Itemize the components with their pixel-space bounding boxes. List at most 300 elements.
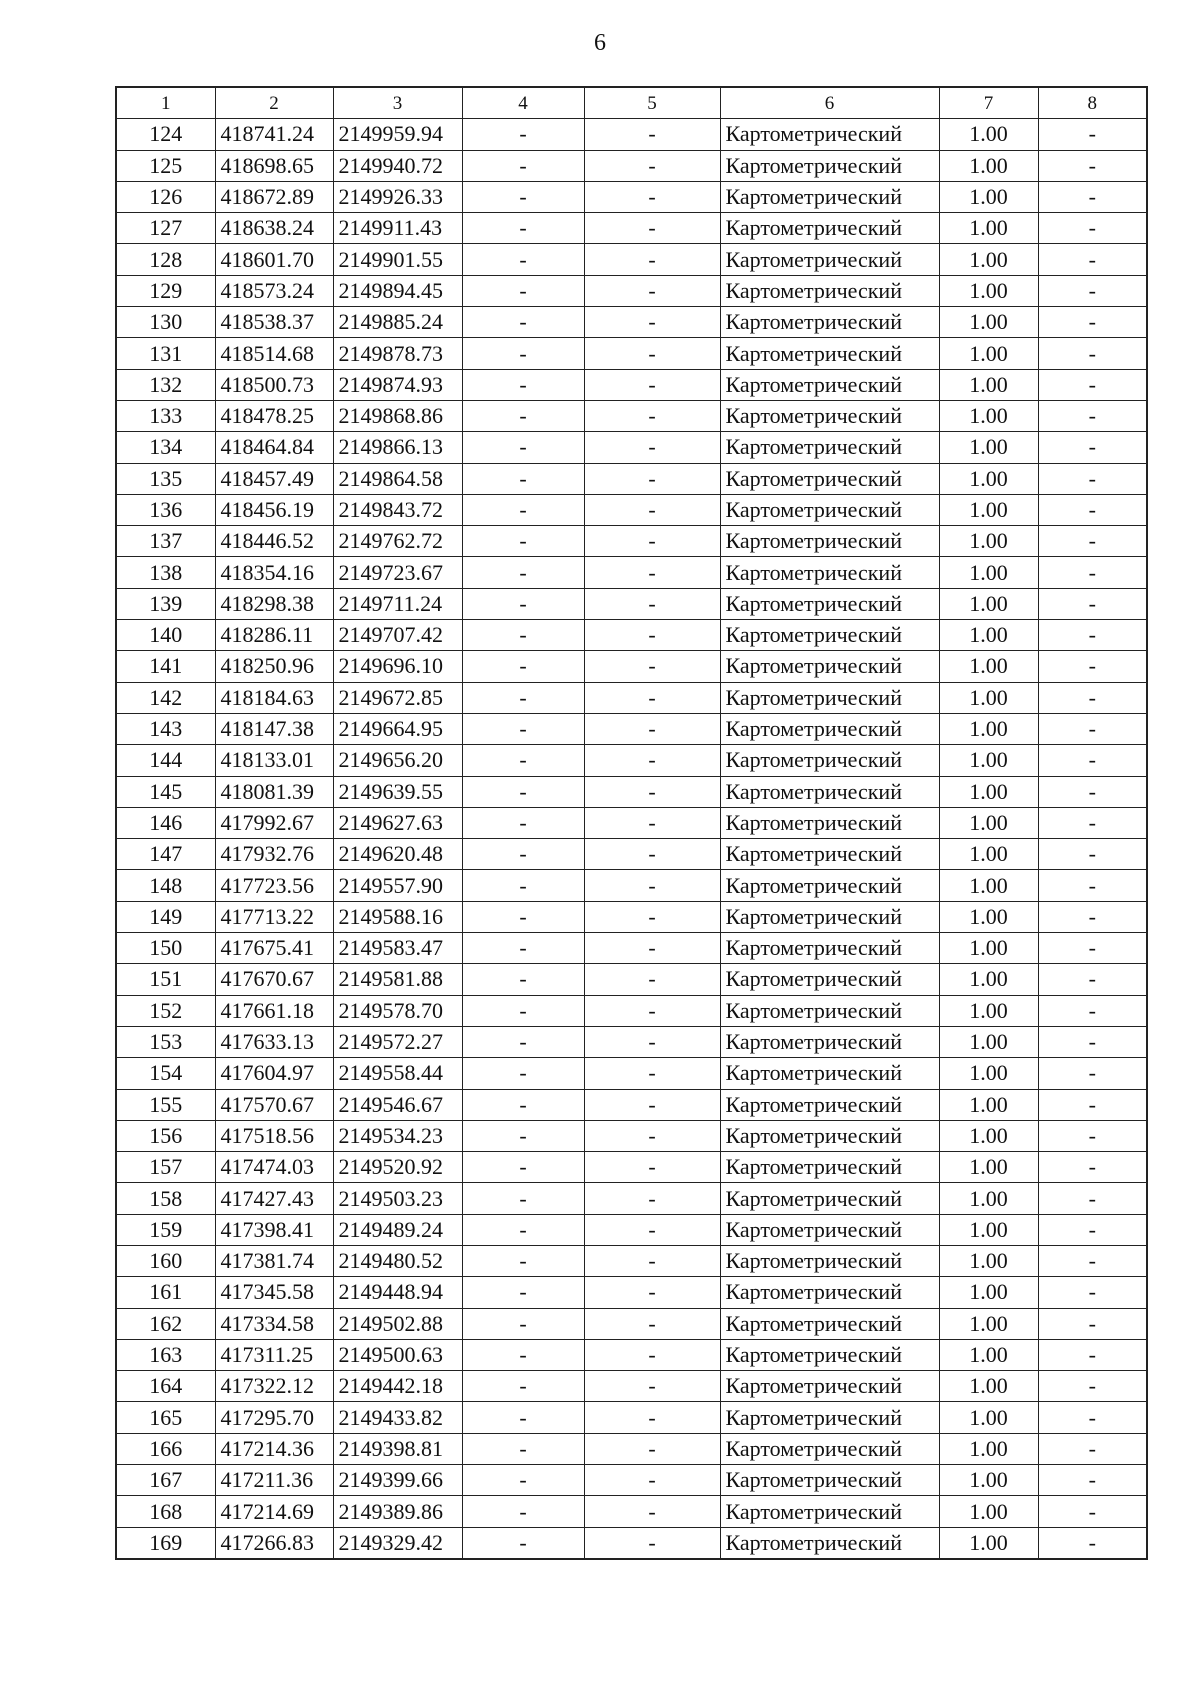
x-coordinate-cell: 418464.84 — [215, 432, 333, 463]
accuracy-cell: 1.00 — [939, 1277, 1038, 1308]
column-4-cell: - — [462, 1058, 584, 1089]
x-coordinate-cell: 417398.41 — [215, 1214, 333, 1245]
column-5-cell: - — [584, 557, 720, 588]
method-cell: Картометрический — [720, 1120, 939, 1151]
y-coordinate-cell: 2149502.88 — [333, 1308, 462, 1339]
method-cell: Картометрический — [720, 682, 939, 713]
method-cell: Картометрический — [720, 494, 939, 525]
x-coordinate-cell: 418081.39 — [215, 776, 333, 807]
y-coordinate-cell: 2149581.88 — [333, 964, 462, 995]
column-8-cell: - — [1038, 870, 1147, 901]
column-8-cell: - — [1038, 964, 1147, 995]
y-coordinate-cell: 2149664.95 — [333, 713, 462, 744]
table-row — [116, 745, 1147, 776]
table-row — [116, 526, 1147, 557]
column-5-cell: - — [584, 682, 720, 713]
point-number-cell: 153 — [116, 1026, 215, 1057]
column-5-cell: - — [584, 651, 720, 682]
point-number-cell: 127 — [116, 213, 215, 244]
accuracy-cell: 1.00 — [939, 181, 1038, 212]
column-4-cell: - — [462, 244, 584, 275]
table-row — [116, 432, 1147, 463]
x-coordinate-cell: 417670.67 — [215, 964, 333, 995]
column-4-cell: - — [462, 213, 584, 244]
column-8-cell: - — [1038, 839, 1147, 870]
point-number-cell: 150 — [116, 933, 215, 964]
column-header-4: 4 — [462, 87, 584, 119]
column-4-cell: - — [462, 557, 584, 588]
column-4-cell: - — [462, 1465, 584, 1496]
accuracy-cell: 1.00 — [939, 1026, 1038, 1057]
column-8-cell: - — [1038, 557, 1147, 588]
point-number-cell: 146 — [116, 807, 215, 838]
column-8-cell: - — [1038, 807, 1147, 838]
point-number-cell: 135 — [116, 463, 215, 494]
column-8-cell: - — [1038, 1496, 1147, 1527]
x-coordinate-cell: 418147.38 — [215, 713, 333, 744]
y-coordinate-cell: 2149557.90 — [333, 870, 462, 901]
method-cell: Картометрический — [720, 463, 939, 494]
method-cell: Картометрический — [720, 1527, 939, 1559]
accuracy-cell: 1.00 — [939, 1496, 1038, 1527]
column-8-cell: - — [1038, 776, 1147, 807]
column-4-cell: - — [462, 1496, 584, 1527]
x-coordinate-cell: 418298.38 — [215, 588, 333, 619]
y-coordinate-cell: 2149959.94 — [333, 119, 462, 150]
column-8-cell: - — [1038, 933, 1147, 964]
table-row — [116, 1058, 1147, 1089]
point-number-cell: 144 — [116, 745, 215, 776]
y-coordinate-cell: 2149329.42 — [333, 1527, 462, 1559]
y-coordinate-cell: 2149762.72 — [333, 526, 462, 557]
table-row — [116, 713, 1147, 744]
y-coordinate-cell: 2149707.42 — [333, 620, 462, 651]
y-coordinate-cell: 2149894.45 — [333, 275, 462, 306]
column-8-cell: - — [1038, 1245, 1147, 1276]
column-4-cell: - — [462, 964, 584, 995]
point-number-cell: 139 — [116, 588, 215, 619]
table-row — [116, 338, 1147, 369]
method-cell: Картометрический — [720, 1058, 939, 1089]
table-row — [116, 1214, 1147, 1245]
x-coordinate-cell: 418456.19 — [215, 494, 333, 525]
column-5-cell: - — [584, 1026, 720, 1057]
column-5-cell: - — [584, 150, 720, 181]
y-coordinate-cell: 2149878.73 — [333, 338, 462, 369]
column-header-5: 5 — [584, 87, 720, 119]
column-4-cell: - — [462, 338, 584, 369]
table-row — [116, 995, 1147, 1026]
accuracy-cell: 1.00 — [939, 338, 1038, 369]
column-5-cell: - — [584, 1089, 720, 1120]
method-cell: Картометрический — [720, 651, 939, 682]
method-cell: Картометрический — [720, 1465, 939, 1496]
column-5-cell: - — [584, 839, 720, 870]
point-number-cell: 125 — [116, 150, 215, 181]
method-cell: Картометрический — [720, 901, 939, 932]
accuracy-cell: 1.00 — [939, 1058, 1038, 1089]
x-coordinate-cell: 417266.83 — [215, 1527, 333, 1559]
method-cell: Картометрический — [720, 588, 939, 619]
column-8-cell: - — [1038, 494, 1147, 525]
column-5-cell: - — [584, 1277, 720, 1308]
y-coordinate-cell: 2149433.82 — [333, 1402, 462, 1433]
column-8-cell: - — [1038, 432, 1147, 463]
table-row — [116, 933, 1147, 964]
column-8-cell: - — [1038, 995, 1147, 1026]
column-5-cell: - — [584, 400, 720, 431]
x-coordinate-cell: 418573.24 — [215, 275, 333, 306]
accuracy-cell: 1.00 — [939, 557, 1038, 588]
column-4-cell: - — [462, 995, 584, 1026]
table-row — [116, 620, 1147, 651]
column-8-cell: - — [1038, 244, 1147, 275]
method-cell: Картометрический — [720, 119, 939, 150]
point-number-cell: 145 — [116, 776, 215, 807]
column-8-cell: - — [1038, 150, 1147, 181]
column-8-cell: - — [1038, 463, 1147, 494]
method-cell: Картометрический — [720, 1183, 939, 1214]
column-8-cell: - — [1038, 1058, 1147, 1089]
column-4-cell: - — [462, 1183, 584, 1214]
column-8-cell: - — [1038, 275, 1147, 306]
y-coordinate-cell: 2149489.24 — [333, 1214, 462, 1245]
point-number-cell: 166 — [116, 1433, 215, 1464]
point-number-cell: 124 — [116, 119, 215, 150]
method-cell: Картометрический — [720, 620, 939, 651]
method-cell: Картометрический — [720, 1371, 939, 1402]
column-8-cell: - — [1038, 526, 1147, 557]
accuracy-cell: 1.00 — [939, 369, 1038, 400]
y-coordinate-cell: 2149656.20 — [333, 745, 462, 776]
x-coordinate-cell: 418457.49 — [215, 463, 333, 494]
column-8-cell: - — [1038, 713, 1147, 744]
column-5-cell: - — [584, 181, 720, 212]
method-cell: Картометрический — [720, 964, 939, 995]
x-coordinate-cell: 417334.58 — [215, 1308, 333, 1339]
column-4-cell: - — [462, 150, 584, 181]
x-coordinate-cell: 417427.43 — [215, 1183, 333, 1214]
accuracy-cell: 1.00 — [939, 494, 1038, 525]
x-coordinate-cell: 418478.25 — [215, 400, 333, 431]
point-number-cell: 141 — [116, 651, 215, 682]
y-coordinate-cell: 2149398.81 — [333, 1433, 462, 1464]
y-coordinate-cell: 2149503.23 — [333, 1183, 462, 1214]
table-row — [116, 369, 1147, 400]
y-coordinate-cell: 2149546.67 — [333, 1089, 462, 1120]
table-row — [116, 807, 1147, 838]
x-coordinate-cell: 417345.58 — [215, 1277, 333, 1308]
method-cell: Картометрический — [720, 1496, 939, 1527]
point-number-cell: 157 — [116, 1152, 215, 1183]
method-cell: Картометрический — [720, 1308, 939, 1339]
column-8-cell: - — [1038, 338, 1147, 369]
accuracy-cell: 1.00 — [939, 1308, 1038, 1339]
column-header-6: 6 — [720, 87, 939, 119]
column-4-cell: - — [462, 1277, 584, 1308]
column-5-cell: - — [584, 1183, 720, 1214]
y-coordinate-cell: 2149620.48 — [333, 839, 462, 870]
x-coordinate-cell: 418446.52 — [215, 526, 333, 557]
column-5-cell: - — [584, 964, 720, 995]
column-4-cell: - — [462, 713, 584, 744]
column-4-cell: - — [462, 463, 584, 494]
column-4-cell: - — [462, 1214, 584, 1245]
column-header-7: 7 — [939, 87, 1038, 119]
table-row — [116, 557, 1147, 588]
method-cell: Картометрический — [720, 839, 939, 870]
y-coordinate-cell: 2149940.72 — [333, 150, 462, 181]
column-8-cell: - — [1038, 588, 1147, 619]
method-cell: Картометрический — [720, 400, 939, 431]
point-number-cell: 161 — [116, 1277, 215, 1308]
column-8-cell: - — [1038, 1527, 1147, 1559]
column-8-cell: - — [1038, 1339, 1147, 1370]
column-8-cell: - — [1038, 369, 1147, 400]
column-4-cell: - — [462, 1026, 584, 1057]
column-8-cell: - — [1038, 1214, 1147, 1245]
column-5-cell: - — [584, 1465, 720, 1496]
point-number-cell: 143 — [116, 713, 215, 744]
column-5-cell: - — [584, 275, 720, 306]
table-row — [116, 651, 1147, 682]
point-number-cell: 148 — [116, 870, 215, 901]
column-8-cell: - — [1038, 682, 1147, 713]
column-5-cell: - — [584, 369, 720, 400]
x-coordinate-cell: 417322.12 — [215, 1371, 333, 1402]
point-number-cell: 163 — [116, 1339, 215, 1370]
column-8-cell: - — [1038, 1152, 1147, 1183]
column-5-cell: - — [584, 776, 720, 807]
x-coordinate-cell: 418250.96 — [215, 651, 333, 682]
point-number-cell: 129 — [116, 275, 215, 306]
column-8-cell: - — [1038, 1402, 1147, 1433]
accuracy-cell: 1.00 — [939, 1465, 1038, 1496]
method-cell: Картометрический — [720, 1026, 939, 1057]
method-cell: Картометрический — [720, 713, 939, 744]
accuracy-cell: 1.00 — [939, 275, 1038, 306]
method-cell: Картометрический — [720, 1402, 939, 1433]
column-5-cell: - — [584, 1527, 720, 1559]
accuracy-cell: 1.00 — [939, 1433, 1038, 1464]
y-coordinate-cell: 2149639.55 — [333, 776, 462, 807]
accuracy-cell: 1.00 — [939, 620, 1038, 651]
column-4-cell: - — [462, 1152, 584, 1183]
column-header-3: 3 — [333, 87, 462, 119]
accuracy-cell: 1.00 — [939, 901, 1038, 932]
method-cell: Картометрический — [720, 557, 939, 588]
column-5-cell: - — [584, 463, 720, 494]
method-cell: Картометрический — [720, 1214, 939, 1245]
column-4-cell: - — [462, 369, 584, 400]
y-coordinate-cell: 2149901.55 — [333, 244, 462, 275]
x-coordinate-cell: 417214.69 — [215, 1496, 333, 1527]
column-8-cell: - — [1038, 1120, 1147, 1151]
y-coordinate-cell: 2149868.86 — [333, 400, 462, 431]
method-cell: Картометрический — [720, 1277, 939, 1308]
y-coordinate-cell: 2149534.23 — [333, 1120, 462, 1151]
column-8-cell: - — [1038, 213, 1147, 244]
method-cell: Картометрический — [720, 432, 939, 463]
table-row — [116, 1245, 1147, 1276]
method-cell: Картометрический — [720, 213, 939, 244]
column-4-cell: - — [462, 1433, 584, 1464]
table-row — [116, 1465, 1147, 1496]
method-cell: Картометрический — [720, 870, 939, 901]
method-cell: Картометрический — [720, 307, 939, 338]
accuracy-cell: 1.00 — [939, 713, 1038, 744]
column-5-cell: - — [584, 432, 720, 463]
y-coordinate-cell: 2149520.92 — [333, 1152, 462, 1183]
column-5-cell: - — [584, 1058, 720, 1089]
column-8-cell: - — [1038, 745, 1147, 776]
x-coordinate-cell: 417211.36 — [215, 1465, 333, 1496]
column-4-cell: - — [462, 181, 584, 212]
accuracy-cell: 1.00 — [939, 1183, 1038, 1214]
table-row — [116, 1026, 1147, 1057]
accuracy-cell: 1.00 — [939, 745, 1038, 776]
method-cell: Картометрический — [720, 1152, 939, 1183]
column-4-cell: - — [462, 1120, 584, 1151]
accuracy-cell: 1.00 — [939, 150, 1038, 181]
column-4-cell: - — [462, 494, 584, 525]
method-cell: Картометрический — [720, 1245, 939, 1276]
point-number-cell: 151 — [116, 964, 215, 995]
point-number-cell: 155 — [116, 1089, 215, 1120]
y-coordinate-cell: 2149572.27 — [333, 1026, 462, 1057]
point-number-cell: 156 — [116, 1120, 215, 1151]
point-number-cell: 130 — [116, 307, 215, 338]
point-number-cell: 159 — [116, 1214, 215, 1245]
table-row — [116, 181, 1147, 212]
table-row — [116, 1120, 1147, 1151]
table-row — [116, 1089, 1147, 1120]
accuracy-cell: 1.00 — [939, 1120, 1038, 1151]
table-row — [116, 1277, 1147, 1308]
accuracy-cell: 1.00 — [939, 1339, 1038, 1370]
column-8-cell: - — [1038, 1089, 1147, 1120]
x-coordinate-cell: 417675.41 — [215, 933, 333, 964]
x-coordinate-cell: 417604.97 — [215, 1058, 333, 1089]
column-8-cell: - — [1038, 901, 1147, 932]
point-number-cell: 132 — [116, 369, 215, 400]
column-4-cell: - — [462, 807, 584, 838]
accuracy-cell: 1.00 — [939, 682, 1038, 713]
column-5-cell: - — [584, 338, 720, 369]
column-8-cell: - — [1038, 307, 1147, 338]
point-number-cell: 131 — [116, 338, 215, 369]
table-row — [116, 400, 1147, 431]
x-coordinate-cell: 418133.01 — [215, 745, 333, 776]
x-coordinate-cell: 417570.67 — [215, 1089, 333, 1120]
y-coordinate-cell: 2149874.93 — [333, 369, 462, 400]
column-8-cell: - — [1038, 620, 1147, 651]
accuracy-cell: 1.00 — [939, 1152, 1038, 1183]
column-8-cell: - — [1038, 1465, 1147, 1496]
y-coordinate-cell: 2149588.16 — [333, 901, 462, 932]
column-8-cell: - — [1038, 1183, 1147, 1214]
point-number-cell: 167 — [116, 1465, 215, 1496]
column-8-cell: - — [1038, 1026, 1147, 1057]
table-row — [116, 1308, 1147, 1339]
accuracy-cell: 1.00 — [939, 1245, 1038, 1276]
point-number-cell: 134 — [116, 432, 215, 463]
y-coordinate-cell: 2149578.70 — [333, 995, 462, 1026]
table-row — [116, 964, 1147, 995]
y-coordinate-cell: 2149448.94 — [333, 1277, 462, 1308]
column-4-cell: - — [462, 901, 584, 932]
x-coordinate-cell: 418184.63 — [215, 682, 333, 713]
table-row — [116, 463, 1147, 494]
x-coordinate-cell: 418698.65 — [215, 150, 333, 181]
x-coordinate-cell: 417214.36 — [215, 1433, 333, 1464]
table-row — [116, 776, 1147, 807]
point-number-cell: 160 — [116, 1245, 215, 1276]
x-coordinate-cell: 418538.37 — [215, 307, 333, 338]
point-number-cell: 168 — [116, 1496, 215, 1527]
column-4-cell: - — [462, 620, 584, 651]
method-cell: Картометрический — [720, 807, 939, 838]
accuracy-cell: 1.00 — [939, 588, 1038, 619]
point-number-cell: 137 — [116, 526, 215, 557]
point-number-cell: 126 — [116, 181, 215, 212]
table-row — [116, 244, 1147, 275]
table-row — [116, 275, 1147, 306]
accuracy-cell: 1.00 — [939, 964, 1038, 995]
table-row — [116, 1183, 1147, 1214]
y-coordinate-cell: 2149696.10 — [333, 651, 462, 682]
accuracy-cell: 1.00 — [939, 1214, 1038, 1245]
y-coordinate-cell: 2149399.66 — [333, 1465, 462, 1496]
accuracy-cell: 1.00 — [939, 839, 1038, 870]
accuracy-cell: 1.00 — [939, 651, 1038, 682]
column-5-cell: - — [584, 1152, 720, 1183]
y-coordinate-cell: 2149558.44 — [333, 1058, 462, 1089]
x-coordinate-cell: 417295.70 — [215, 1402, 333, 1433]
accuracy-cell: 1.00 — [939, 119, 1038, 150]
column-5-cell: - — [584, 213, 720, 244]
x-coordinate-cell: 417723.56 — [215, 870, 333, 901]
y-coordinate-cell: 2149885.24 — [333, 307, 462, 338]
column-4-cell: - — [462, 119, 584, 150]
column-4-cell: - — [462, 1371, 584, 1402]
column-4-cell: - — [462, 1402, 584, 1433]
column-8-cell: - — [1038, 1308, 1147, 1339]
column-5-cell: - — [584, 713, 720, 744]
column-4-cell: - — [462, 933, 584, 964]
column-5-cell: - — [584, 588, 720, 619]
point-number-cell: 138 — [116, 557, 215, 588]
point-number-cell: 140 — [116, 620, 215, 651]
y-coordinate-cell: 2149389.86 — [333, 1496, 462, 1527]
y-coordinate-cell: 2149723.67 — [333, 557, 462, 588]
column-5-cell: - — [584, 119, 720, 150]
method-cell: Картометрический — [720, 526, 939, 557]
column-5-cell: - — [584, 807, 720, 838]
column-5-cell: - — [584, 933, 720, 964]
column-8-cell: - — [1038, 119, 1147, 150]
column-4-cell: - — [462, 1308, 584, 1339]
accuracy-cell: 1.00 — [939, 1527, 1038, 1559]
x-coordinate-cell: 418601.70 — [215, 244, 333, 275]
y-coordinate-cell: 2149442.18 — [333, 1371, 462, 1402]
point-number-cell: 154 — [116, 1058, 215, 1089]
table-row — [116, 588, 1147, 619]
point-number-cell: 149 — [116, 901, 215, 932]
accuracy-cell: 1.00 — [939, 870, 1038, 901]
accuracy-cell: 1.00 — [939, 432, 1038, 463]
y-coordinate-cell: 2149500.63 — [333, 1339, 462, 1370]
